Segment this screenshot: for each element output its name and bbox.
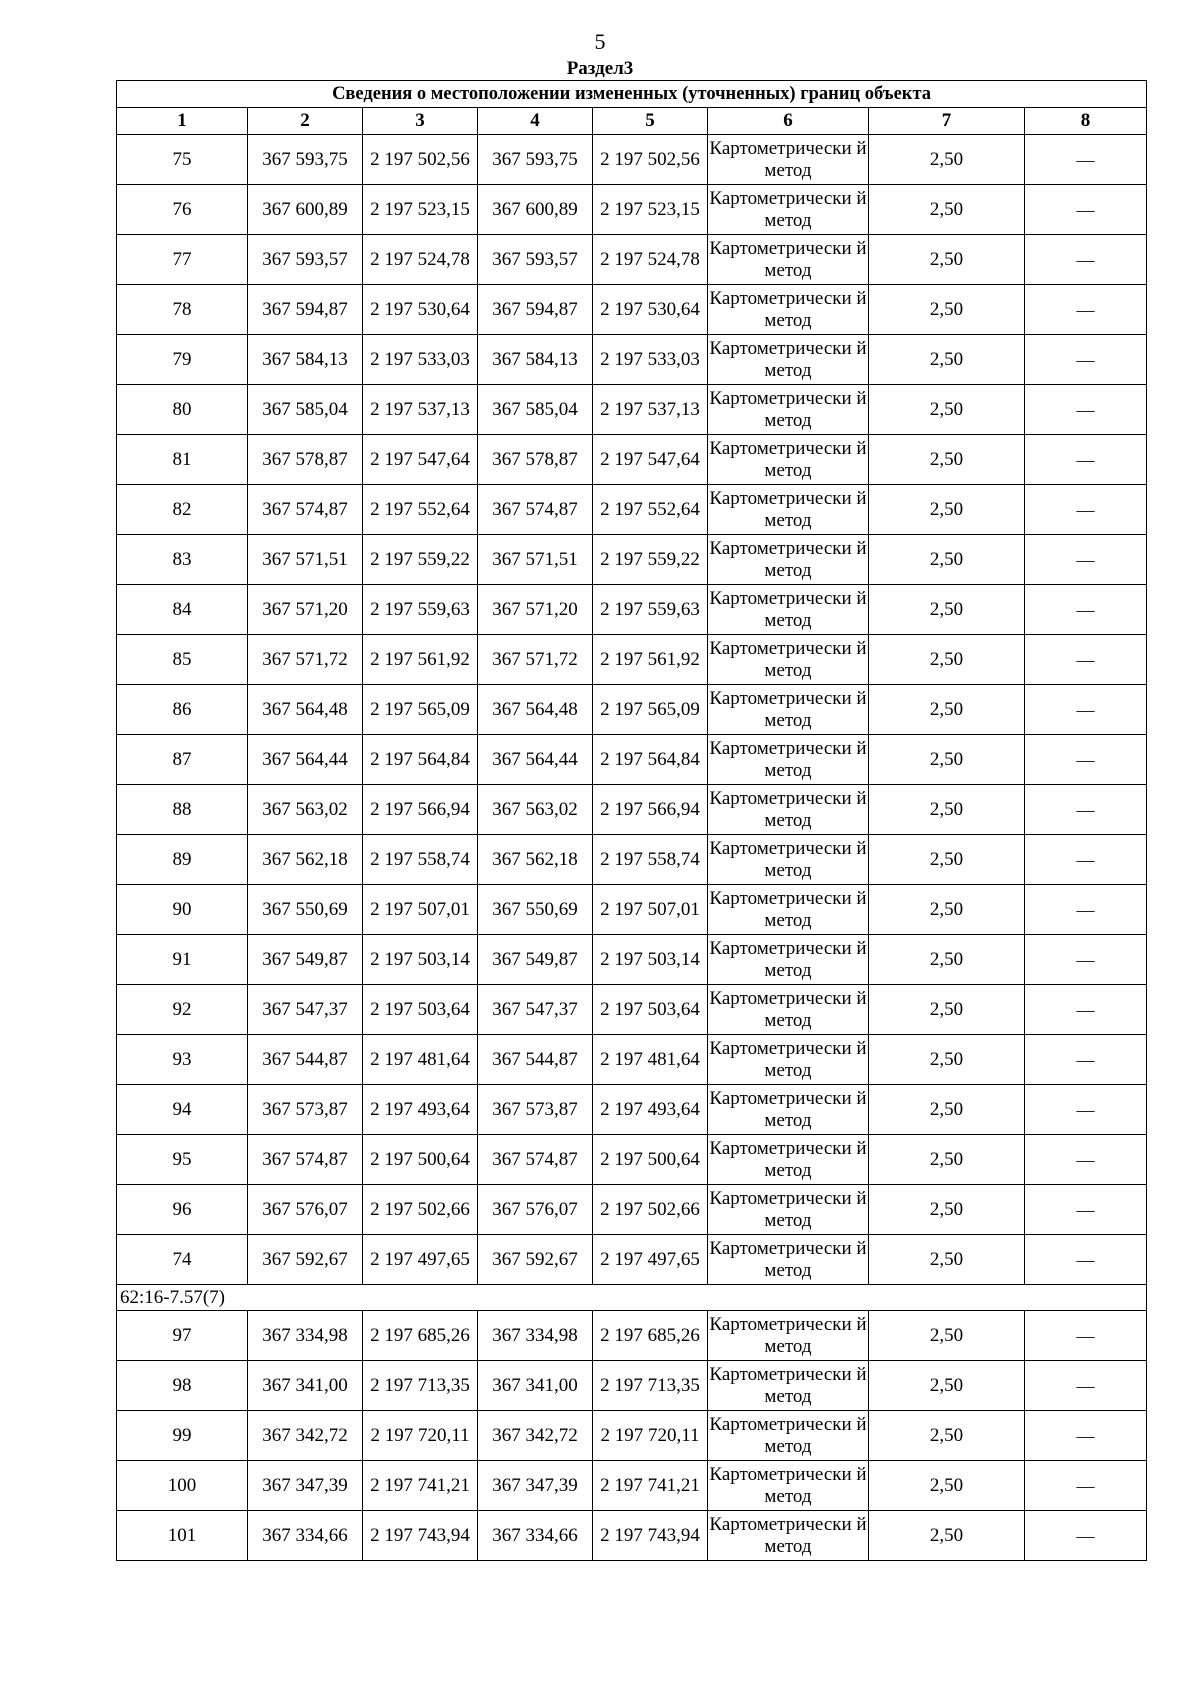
accuracy-cell: 2,50 [869, 1311, 1025, 1361]
method-cell: Картометрически й метод [708, 1185, 869, 1235]
point-number-cell: 83 [117, 535, 248, 585]
new-x-cell: 367 576,07 [478, 1185, 593, 1235]
existing-y-cell: 2 197 481,64 [363, 1035, 478, 1085]
accuracy-cell: 2,50 [869, 485, 1025, 535]
existing-y-cell: 2 197 559,63 [363, 585, 478, 635]
table-row [117, 885, 1147, 935]
table-row [117, 235, 1147, 285]
new-y-cell: 2 197 741,21 [593, 1461, 708, 1511]
existing-x-cell: 367 593,75 [248, 135, 363, 185]
table-row [117, 685, 1147, 735]
new-y-cell: 2 197 523,15 [593, 185, 708, 235]
existing-y-cell: 2 197 530,64 [363, 285, 478, 335]
accuracy-cell: 2,50 [869, 935, 1025, 985]
method-cell: Картометрически й метод [708, 835, 869, 885]
new-y-cell: 2 197 547,64 [593, 435, 708, 485]
point-number-cell: 94 [117, 1085, 248, 1135]
existing-x-cell: 367 547,37 [248, 985, 363, 1035]
note-cell: — [1025, 785, 1147, 835]
new-x-cell: 367 574,87 [478, 485, 593, 535]
new-y-cell: 2 197 503,64 [593, 985, 708, 1035]
existing-y-cell: 2 197 561,92 [363, 635, 478, 685]
method-cell: Картометрически й метод [708, 285, 869, 335]
accuracy-cell: 2,50 [869, 235, 1025, 285]
new-y-cell: 2 197 561,92 [593, 635, 708, 685]
point-number-cell: 78 [117, 285, 248, 335]
new-y-cell: 2 197 493,64 [593, 1085, 708, 1135]
method-cell: Картометрически й метод [708, 1035, 869, 1085]
existing-x-cell: 367 574,87 [248, 485, 363, 535]
existing-y-cell: 2 197 523,15 [363, 185, 478, 235]
existing-y-cell: 2 197 713,35 [363, 1361, 478, 1411]
existing-x-cell: 367 347,39 [248, 1461, 363, 1511]
accuracy-cell: 2,50 [869, 885, 1025, 935]
note-cell: — [1025, 335, 1147, 385]
new-y-cell: 2 197 685,26 [593, 1311, 708, 1361]
note-cell: — [1025, 735, 1147, 785]
existing-y-cell: 2 197 743,94 [363, 1511, 478, 1561]
existing-x-cell: 367 592,67 [248, 1235, 363, 1285]
existing-y-cell: 2 197 537,13 [363, 385, 478, 435]
new-x-cell: 367 562,18 [478, 835, 593, 885]
column-header: 5 [593, 108, 708, 135]
method-cell: Картометрически й метод [708, 1361, 869, 1411]
point-number-cell: 96 [117, 1185, 248, 1235]
new-x-cell: 367 342,72 [478, 1411, 593, 1461]
method-cell: Картометрически й метод [708, 335, 869, 385]
new-x-cell: 367 549,87 [478, 935, 593, 985]
accuracy-cell: 2,50 [869, 1185, 1025, 1235]
section-title: Раздел3 [566, 58, 634, 79]
method-cell: Картометрически й метод [708, 635, 869, 685]
table-row [117, 285, 1147, 335]
table-row [117, 135, 1147, 185]
existing-x-cell: 367 593,57 [248, 235, 363, 285]
table-row [117, 785, 1147, 835]
new-y-cell: 2 197 743,94 [593, 1511, 708, 1561]
method-cell: Картометрически й метод [708, 535, 869, 585]
new-y-cell: 2 197 720,11 [593, 1411, 708, 1461]
point-number-cell: 100 [117, 1461, 248, 1511]
existing-x-cell: 367 544,87 [248, 1035, 363, 1085]
note-cell: — [1025, 1035, 1147, 1085]
table-row [117, 435, 1147, 485]
method-cell: Картометрически й метод [708, 885, 869, 935]
accuracy-cell: 2,50 [869, 185, 1025, 235]
existing-x-cell: 367 562,18 [248, 835, 363, 885]
existing-x-cell: 367 564,44 [248, 735, 363, 785]
accuracy-cell: 2,50 [869, 335, 1025, 385]
note-cell: — [1025, 1511, 1147, 1561]
existing-x-cell: 367 578,87 [248, 435, 363, 485]
point-number-cell: 75 [117, 135, 248, 185]
existing-x-cell: 367 600,89 [248, 185, 363, 235]
new-y-cell: 2 197 500,64 [593, 1135, 708, 1185]
note-cell: — [1025, 1085, 1147, 1135]
table-row [117, 1185, 1147, 1235]
note-cell: — [1025, 1185, 1147, 1235]
method-cell: Картометрически й метод [708, 385, 869, 435]
method-cell: Картометрически й метод [708, 985, 869, 1035]
existing-y-cell: 2 197 533,03 [363, 335, 478, 385]
table-row [117, 335, 1147, 385]
new-y-cell: 2 197 507,01 [593, 885, 708, 935]
accuracy-cell: 2,50 [869, 985, 1025, 1035]
group-label: 62:16-7.57(7) [117, 1285, 1147, 1311]
existing-y-cell: 2 197 566,94 [363, 785, 478, 835]
accuracy-cell: 2,50 [869, 1511, 1025, 1561]
accuracy-cell: 2,50 [869, 285, 1025, 335]
method-cell: Картометрически й метод [708, 1311, 869, 1361]
accuracy-cell: 2,50 [869, 385, 1025, 435]
new-y-cell: 2 197 533,03 [593, 335, 708, 385]
method-cell: Картометрически й метод [708, 485, 869, 535]
note-cell: — [1025, 685, 1147, 735]
accuracy-cell: 2,50 [869, 1411, 1025, 1461]
accuracy-cell: 2,50 [869, 685, 1025, 735]
existing-y-cell: 2 197 564,84 [363, 735, 478, 785]
note-cell: — [1025, 235, 1147, 285]
method-cell: Картометрически й метод [708, 935, 869, 985]
new-y-cell: 2 197 559,63 [593, 585, 708, 635]
table-row [117, 835, 1147, 885]
new-y-cell: 2 197 503,14 [593, 935, 708, 985]
existing-y-cell: 2 197 497,65 [363, 1235, 478, 1285]
new-x-cell: 367 571,51 [478, 535, 593, 585]
existing-x-cell: 367 594,87 [248, 285, 363, 335]
new-x-cell: 367 600,89 [478, 185, 593, 235]
accuracy-cell: 2,50 [869, 635, 1025, 685]
point-number-cell: 81 [117, 435, 248, 485]
method-cell: Картометрически й метод [708, 185, 869, 235]
accuracy-cell: 2,50 [869, 1085, 1025, 1135]
accuracy-cell: 2,50 [869, 835, 1025, 885]
point-number-cell: 79 [117, 335, 248, 385]
existing-y-cell: 2 197 503,14 [363, 935, 478, 985]
column-header: 6 [708, 108, 869, 135]
table-row [117, 585, 1147, 635]
table-row [117, 1311, 1147, 1361]
table-row [117, 1361, 1147, 1411]
note-cell: — [1025, 185, 1147, 235]
existing-y-cell: 2 197 493,64 [363, 1085, 478, 1135]
table-row [117, 935, 1147, 985]
note-cell: — [1025, 1135, 1147, 1185]
method-cell: Картометрически й метод [708, 785, 869, 835]
new-y-cell: 2 197 530,64 [593, 285, 708, 335]
table-row [117, 185, 1147, 235]
table-row [117, 1035, 1147, 1085]
accuracy-cell: 2,50 [869, 585, 1025, 635]
existing-y-cell: 2 197 552,64 [363, 485, 478, 535]
boundary-points-table [116, 80, 1147, 1561]
existing-y-cell: 2 197 558,74 [363, 835, 478, 885]
accuracy-cell: 2,50 [869, 535, 1025, 585]
new-y-cell: 2 197 558,74 [593, 835, 708, 885]
existing-x-cell: 367 573,87 [248, 1085, 363, 1135]
new-x-cell: 367 334,98 [478, 1311, 593, 1361]
point-number-cell: 84 [117, 585, 248, 635]
new-x-cell: 367 594,87 [478, 285, 593, 335]
table-row [117, 1085, 1147, 1135]
table-row [117, 735, 1147, 785]
point-number-cell: 91 [117, 935, 248, 985]
table-caption-row [117, 81, 1147, 108]
method-cell: Картометрически й метод [708, 1135, 869, 1185]
column-header: 2 [248, 108, 363, 135]
new-y-cell: 2 197 564,84 [593, 735, 708, 785]
new-x-cell: 367 584,13 [478, 335, 593, 385]
method-cell: Картометрически й метод [708, 1411, 869, 1461]
note-cell: — [1025, 835, 1147, 885]
existing-y-cell: 2 197 685,26 [363, 1311, 478, 1361]
accuracy-cell: 2,50 [869, 785, 1025, 835]
existing-x-cell: 367 564,48 [248, 685, 363, 735]
existing-y-cell: 2 197 503,64 [363, 985, 478, 1035]
new-x-cell: 367 564,48 [478, 685, 593, 735]
existing-x-cell: 367 571,51 [248, 535, 363, 585]
point-number-cell: 80 [117, 385, 248, 435]
existing-y-cell: 2 197 524,78 [363, 235, 478, 285]
new-y-cell: 2 197 537,13 [593, 385, 708, 435]
table-row [117, 1135, 1147, 1185]
new-y-cell: 2 197 502,66 [593, 1185, 708, 1235]
new-y-cell: 2 197 565,09 [593, 685, 708, 735]
note-cell: — [1025, 585, 1147, 635]
existing-x-cell: 367 563,02 [248, 785, 363, 835]
note-cell: — [1025, 285, 1147, 335]
point-number-cell: 74 [117, 1235, 248, 1285]
point-number-cell: 90 [117, 885, 248, 935]
existing-y-cell: 2 197 720,11 [363, 1411, 478, 1461]
note-cell: — [1025, 1461, 1147, 1511]
new-y-cell: 2 197 524,78 [593, 235, 708, 285]
new-x-cell: 367 585,04 [478, 385, 593, 435]
existing-x-cell: 367 549,87 [248, 935, 363, 985]
existing-x-cell: 367 341,00 [248, 1361, 363, 1411]
existing-y-cell: 2 197 547,64 [363, 435, 478, 485]
note-cell: — [1025, 885, 1147, 935]
accuracy-cell: 2,50 [869, 1461, 1025, 1511]
new-x-cell: 367 593,75 [478, 135, 593, 185]
new-y-cell: 2 197 497,65 [593, 1235, 708, 1285]
new-x-cell: 367 550,69 [478, 885, 593, 935]
new-x-cell: 367 571,72 [478, 635, 593, 685]
existing-x-cell: 367 342,72 [248, 1411, 363, 1461]
accuracy-cell: 2,50 [869, 135, 1025, 185]
new-y-cell: 2 197 713,35 [593, 1361, 708, 1411]
table-row [117, 535, 1147, 585]
point-number-cell: 93 [117, 1035, 248, 1085]
note-cell: — [1025, 635, 1147, 685]
note-cell: — [1025, 1361, 1147, 1411]
method-cell: Картометрически й метод [708, 685, 869, 735]
new-x-cell: 367 574,87 [478, 1135, 593, 1185]
new-x-cell: 367 347,39 [478, 1461, 593, 1511]
new-x-cell: 367 341,00 [478, 1361, 593, 1411]
column-header: 4 [478, 108, 593, 135]
page-number: 5 [594, 29, 606, 54]
new-x-cell: 367 564,44 [478, 735, 593, 785]
existing-y-cell: 2 197 565,09 [363, 685, 478, 735]
point-number-cell: 77 [117, 235, 248, 285]
column-header: 7 [869, 108, 1025, 135]
new-x-cell: 367 593,57 [478, 235, 593, 285]
new-x-cell: 367 571,20 [478, 585, 593, 635]
point-number-cell: 101 [117, 1511, 248, 1561]
existing-x-cell: 367 571,20 [248, 585, 363, 635]
method-cell: Картометрически й метод [708, 1085, 869, 1135]
new-x-cell: 367 547,37 [478, 985, 593, 1035]
table-caption: Сведения о местоположении измененных (уточненных) границ объекта [117, 81, 1147, 108]
point-number-cell: 92 [117, 985, 248, 1035]
existing-x-cell: 367 550,69 [248, 885, 363, 935]
column-number-row [117, 108, 1147, 135]
accuracy-cell: 2,50 [869, 1135, 1025, 1185]
new-x-cell: 367 544,87 [478, 1035, 593, 1085]
new-y-cell: 2 197 559,22 [593, 535, 708, 585]
existing-y-cell: 2 197 507,01 [363, 885, 478, 935]
note-cell: — [1025, 485, 1147, 535]
method-cell: Картометрически й метод [708, 235, 869, 285]
point-number-cell: 95 [117, 1135, 248, 1185]
point-number-cell: 82 [117, 485, 248, 535]
point-number-cell: 89 [117, 835, 248, 885]
table-row [117, 985, 1147, 1035]
table-row [117, 1511, 1147, 1561]
group-header-row [117, 1285, 1147, 1311]
table-row [117, 1235, 1147, 1285]
new-y-cell: 2 197 566,94 [593, 785, 708, 835]
existing-x-cell: 367 584,13 [248, 335, 363, 385]
accuracy-cell: 2,50 [869, 1235, 1025, 1285]
new-x-cell: 367 592,67 [478, 1235, 593, 1285]
existing-y-cell: 2 197 502,56 [363, 135, 478, 185]
existing-y-cell: 2 197 741,21 [363, 1461, 478, 1511]
method-cell: Картометрически й метод [708, 735, 869, 785]
note-cell: — [1025, 1311, 1147, 1361]
table-row [117, 485, 1147, 535]
new-y-cell: 2 197 481,64 [593, 1035, 708, 1085]
accuracy-cell: 2,50 [869, 1361, 1025, 1411]
note-cell: — [1025, 135, 1147, 185]
existing-x-cell: 367 571,72 [248, 635, 363, 685]
existing-x-cell: 367 585,04 [248, 385, 363, 435]
method-cell: Картометрически й метод [708, 435, 869, 485]
method-cell: Картометрически й метод [708, 585, 869, 635]
existing-x-cell: 367 574,87 [248, 1135, 363, 1185]
point-number-cell: 99 [117, 1411, 248, 1461]
table-row [117, 1461, 1147, 1511]
point-number-cell: 97 [117, 1311, 248, 1361]
existing-y-cell: 2 197 559,22 [363, 535, 478, 585]
new-x-cell: 367 563,02 [478, 785, 593, 835]
point-number-cell: 87 [117, 735, 248, 785]
method-cell: Картометрически й метод [708, 1511, 869, 1561]
point-number-cell: 76 [117, 185, 248, 235]
accuracy-cell: 2,50 [869, 735, 1025, 785]
note-cell: — [1025, 985, 1147, 1035]
column-header: 8 [1025, 108, 1147, 135]
new-x-cell: 367 334,66 [478, 1511, 593, 1561]
new-x-cell: 367 578,87 [478, 435, 593, 485]
table-row [117, 635, 1147, 685]
existing-x-cell: 367 334,66 [248, 1511, 363, 1561]
existing-x-cell: 367 576,07 [248, 1185, 363, 1235]
column-header: 1 [117, 108, 248, 135]
column-header: 3 [363, 108, 478, 135]
note-cell: — [1025, 1235, 1147, 1285]
existing-y-cell: 2 197 502,66 [363, 1185, 478, 1235]
method-cell: Картометрически й метод [708, 1235, 869, 1285]
new-x-cell: 367 573,87 [478, 1085, 593, 1135]
note-cell: — [1025, 935, 1147, 985]
note-cell: — [1025, 1411, 1147, 1461]
point-number-cell: 85 [117, 635, 248, 685]
table-row [117, 1411, 1147, 1461]
existing-x-cell: 367 334,98 [248, 1311, 363, 1361]
table-row [117, 385, 1147, 435]
point-number-cell: 86 [117, 685, 248, 735]
note-cell: — [1025, 385, 1147, 435]
new-y-cell: 2 197 502,56 [593, 135, 708, 185]
method-cell: Картометрически й метод [708, 135, 869, 185]
accuracy-cell: 2,50 [869, 1035, 1025, 1085]
point-number-cell: 98 [117, 1361, 248, 1411]
point-number-cell: 88 [117, 785, 248, 835]
method-cell: Картометрически й метод [708, 1461, 869, 1511]
new-y-cell: 2 197 552,64 [593, 485, 708, 535]
accuracy-cell: 2,50 [869, 435, 1025, 485]
note-cell: — [1025, 435, 1147, 485]
existing-y-cell: 2 197 500,64 [363, 1135, 478, 1185]
note-cell: — [1025, 535, 1147, 585]
